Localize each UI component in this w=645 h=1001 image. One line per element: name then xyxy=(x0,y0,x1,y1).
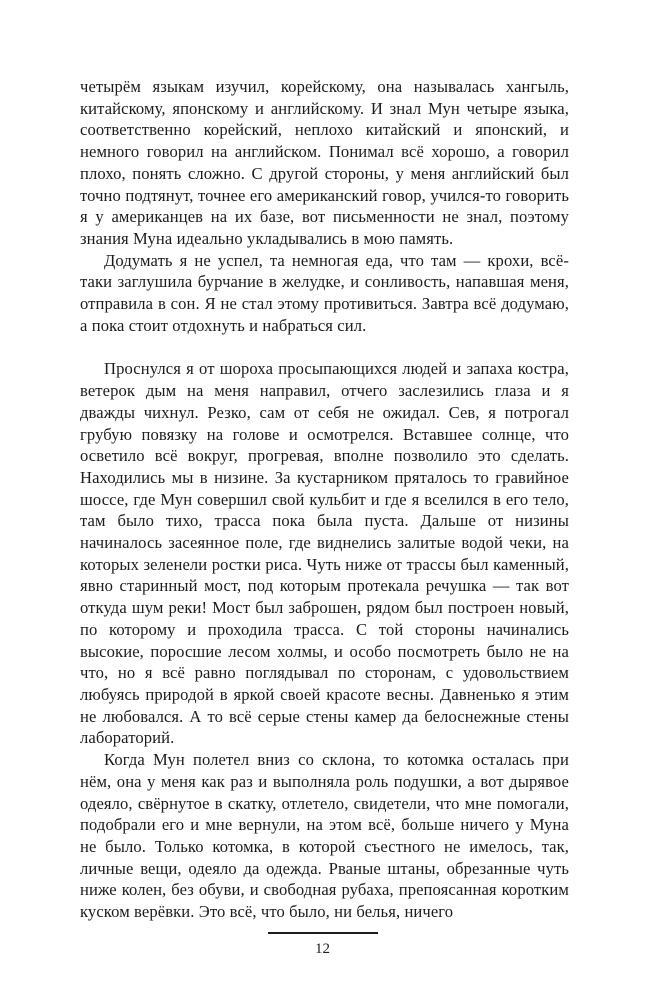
page-footer xyxy=(0,932,645,957)
paragraph-continuation: четырём языкам изучил, корейскому, она называлась хангыль, китайскому, японскому и английскому. И знал Мун четыре языка, соответственно корейский, неплохо китайский и японский, и немного говорил на английском. Понимал всё хорошо, а говорил плохо, понять сложно. С другой стороны, у меня английский был точно подтянут, точнее его американский говор, учился-то говорить я у американцев на их базе, вот письменности не знал, поэтому знания Муна идеально укладывались в мою память. xyxy=(80,77,569,248)
paragraph: Проснулся я от шороха просыпающихся людей и запаха костра, ветерок дым на меня направил, отчего заслезились глаза и я дважды чихнул. Резко, сам от себя не ожидал. Сев, я потрогал грубую повязку на голове и осмотрелся. Вставшее солнце, что осветило всё вокруг, прогревая, вполне позволило это сделать. Находились мы в низине. За кустарником пряталось то гравийное шоссе, где Мун совершил свой кульбит и где я вселился в его тело, там было тихо, трасса пока была пуста. Дальше от низины начиналось засеянное поле, где виднелись залитые водой чеки, на которых зеленели ростки риса. Чуть ниже от трассы был каменный, явно старинный мост, под которым протекала речушка — так вот откуда шум реки! Мост был заброшен, рядом был построен новый, по которому и проходила трасса. С той стороны начинались высокие, поросшие лесом холмы, и особо посмотреть было не на что, но я всё равно поглядывал по сторонам, с удовольствием любуясь природой в яркой своей красоте весны. Давненько я этим не любовался. А то всё серые стены камер да белоснежные стены лабораторий. xyxy=(80,359,569,748)
section-break xyxy=(80,336,569,358)
footer-rule xyxy=(268,932,378,934)
paragraph: Когда Мун полетел вниз со склона, то котомка осталась при нём, она у меня как раз и выполняла роль подушки, а вот дырявое одеяло, свёрнутое в скатку, отлетело, свидетели, что мне помогали, подобрали его и мне вернули, на этом всё, больше ничего у Муна не было. Только котомка, в которой съестного не имелось, так, личные вещи, одеяло да одежда. Рваные штаны, обрезанные чуть ниже колен, без обуви, и свободная рубаха, препоясанная коротким куском верёвки. Это всё, что было, ни белья, ничего xyxy=(80,750,569,922)
paragraph: Додумать я не успел, та немногая еда, что там — крохи, всё-таки заглушила бурчание в желудке, и сонливость, напавшая меня, отправила в сон. Я не стал этому противиться. Завтра всё додумаю, а пока стоит отдохнуть и набраться сил. xyxy=(80,250,569,335)
page-text-block xyxy=(80,76,569,923)
page-number: 12 xyxy=(315,941,330,957)
